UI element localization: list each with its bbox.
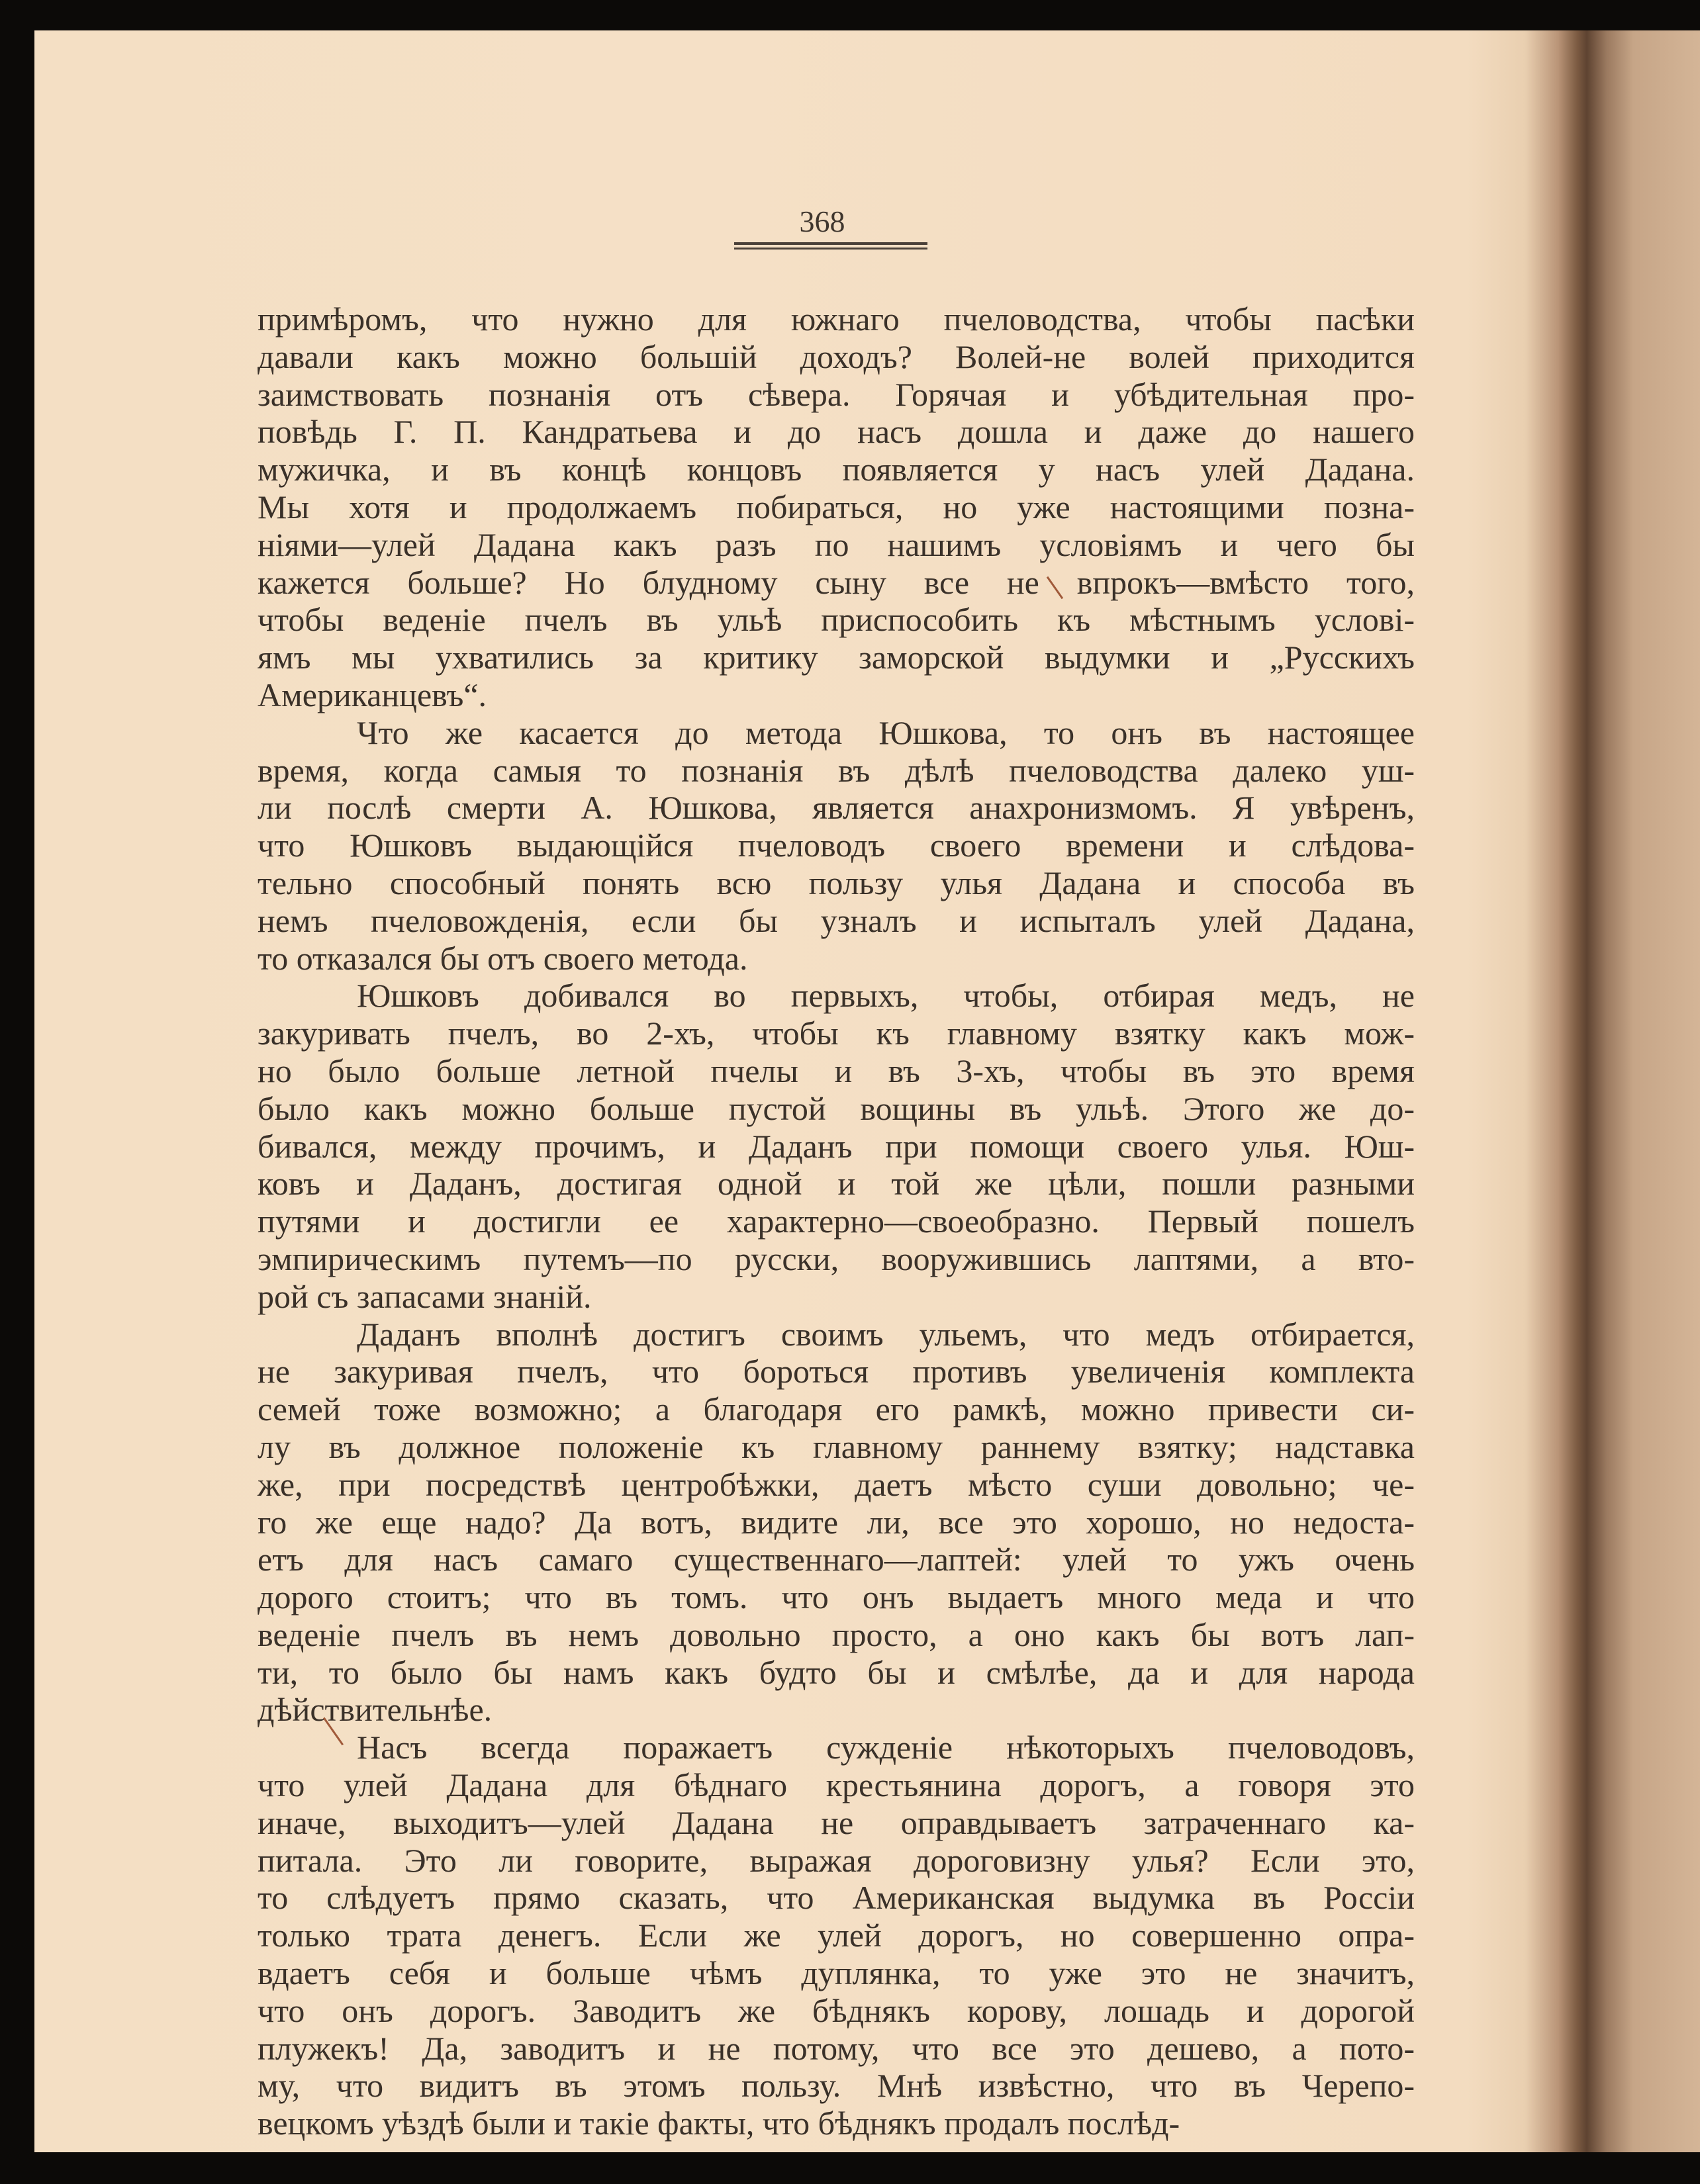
text-line: [258, 1428, 1415, 1466]
text-line: [258, 1390, 1415, 1428]
text-line-content: вдаетъ себя и больше чѣмъ дуплянка, то уже это не значитъ,: [258, 1954, 1415, 1992]
text-line-content: путями и достигли ее характерно—своеобразно. Первый пошелъ: [258, 1203, 1415, 1240]
text-line-content: не закуривая пчелъ, что бороться противъ увеличенія комплекта: [258, 1353, 1415, 1390]
text-line: [258, 1842, 1415, 1880]
text-line: [258, 789, 1415, 827]
text-line: [258, 1954, 1415, 1992]
text-line-content: го же еще надо? Да вотъ, видите ли, все это хорошо, но недоста-: [258, 1503, 1415, 1541]
paragraph: [258, 1316, 1415, 1729]
text-line: [258, 376, 1415, 414]
text-line: [258, 1240, 1415, 1278]
text-line-content: Что же касается до метода Юшкова, то онъ въ настоящее: [357, 713, 1415, 751]
text-line: [258, 1316, 1415, 1353]
text-line-content: ямъ мы ухватились за критику заморской выдумки и „Русскихъ: [258, 639, 1415, 676]
text-line: [258, 1691, 1415, 1729]
text-line-content: примѣромъ, что нужно для южнаго пчеловодства, чтобы пасѣки: [258, 300, 1415, 338]
text-line-content: иначе, выходитъ—улей Дадана не оправдываетъ затраченнаго ка-: [258, 1803, 1415, 1841]
page-number: 368: [799, 205, 845, 238]
text-line: [258, 1015, 1415, 1052]
text-line: [258, 300, 1415, 338]
text-line-content: бивался, между прочимъ, и Даданъ при помощи своего улья. Юш-: [258, 1127, 1415, 1165]
header-rule: [734, 242, 927, 245]
text-line-content: повѣдь Г. П. Кандратьева и до насъ дошла и даже до нашего: [258, 413, 1415, 451]
text-line-content: Даданъ вполнѣ достигъ своимъ ульемъ, что медъ отбирается,: [357, 1315, 1415, 1353]
text-line: [258, 902, 1415, 940]
text-line: [258, 1090, 1415, 1128]
text-line: [258, 1917, 1415, 1954]
text-line-content: было какъ можно больше пустой вощины въ ульѣ. Этого же до-: [258, 1089, 1415, 1127]
text-line-content: немъ пчеловожденія, если бы узналъ и испыталъ улей Дадана,: [258, 901, 1415, 939]
text-line: [258, 526, 1415, 564]
paragraph: [258, 300, 1415, 714]
text-line: [258, 1353, 1415, 1390]
text-line-content: же, при посредствѣ центробѣжки, даетъ мѣсто суши довольно; че-: [258, 1465, 1415, 1503]
text-line-content: му, что видитъ въ этомъ пользу. Мнѣ извѣстно, что въ Черепо-: [258, 2067, 1415, 2105]
text-line-content: Мы хотя и продолжаемъ побираться, но уже настоящими позна-: [258, 488, 1415, 525]
text-line: [258, 977, 1415, 1015]
text-line-content: то отказался бы отъ своего метода.: [258, 939, 748, 977]
text-line: [258, 1052, 1415, 1090]
text-line: [258, 601, 1415, 639]
text-line-content: питала. Это ли говорите, выражая дороговизну улья? Если это,: [258, 1841, 1415, 1879]
text-line: [258, 1203, 1415, 1240]
text-line-content: заимствовать познанія отъ сѣвера. Горячая и убѣдительная про-: [258, 375, 1415, 413]
text-line: [258, 1616, 1415, 1654]
text-line: [258, 2067, 1415, 2105]
text-line: [258, 1654, 1415, 1692]
text-line: [258, 1165, 1415, 1203]
text-line: [258, 1504, 1415, 1541]
text-line-content: вецкомъ уѣздѣ были и такіе факты, что бѣднякъ продалъ послѣд-: [258, 2105, 1180, 2142]
text-line-content: плужекъ! Да, заводитъ и не потому, что все это дешево, а пото-: [258, 2029, 1415, 2067]
text-line-content: мужичка, и въ концѣ концовъ появляется у насъ улей Дадана.: [258, 451, 1415, 488]
text-line: [258, 1128, 1415, 1165]
text-line-content: кажется больше? Но блудному сыну все не впрокъ—вмѣсто того,: [258, 563, 1415, 601]
text-line-content: дѣйствительнѣе.: [258, 1691, 493, 1729]
text-line-content: Юшковъ добивался во первыхъ, чтобы, отбирая медъ, не: [357, 977, 1415, 1015]
text-line: [258, 752, 1415, 790]
text-line: [258, 1278, 1415, 1316]
text-line-content: веденіе пчелъ въ немъ довольно просто, а оно какъ бы вотъ лап-: [258, 1615, 1415, 1653]
text-line: [258, 1541, 1415, 1578]
text-line-content: дорого стоитъ; что въ томъ. что онъ выдаетъ много меда и что: [258, 1578, 1415, 1616]
text-line: [258, 1992, 1415, 2030]
text-line-content: семей тоже возможно; а благодаря его рамкѣ, можно привести си-: [258, 1390, 1415, 1428]
text-line-content: ли послѣ смерти А. Юшкова, является анахронизмомъ. Я увѣренъ,: [258, 789, 1415, 827]
text-line-content: лу въ должное положеніе къ главному раннему взятку; надставка: [258, 1428, 1415, 1465]
text-line-content: ніями—улей Дадана какъ разъ по нашимъ условіямъ и чего бы: [258, 525, 1415, 563]
text-line: [258, 639, 1415, 676]
text-line: [258, 1578, 1415, 1616]
text-line: [258, 1466, 1415, 1504]
text-line-content: то слѣдуетъ прямо сказать, что Американская выдумка въ Россіи: [258, 1879, 1415, 1917]
text-line-content: время, когда самыя то познанія въ дѣлѣ пчеловодства далеко уш-: [258, 751, 1415, 789]
text-line: [258, 864, 1415, 902]
text-line-content: эмпирическимъ путемъ—по русски, вооружившись лаптями, а вто-: [258, 1240, 1415, 1277]
text-line: [258, 451, 1415, 488]
text-line-content: только трата денегъ. Если же улей дорогъ, но совершенно опра-: [258, 1917, 1415, 1954]
text-line: [258, 1766, 1415, 1804]
text-line-content: ти, то было бы намъ какъ будто бы и смѣлѣе, да и для народа: [258, 1653, 1415, 1691]
text-line-content: закуривать пчелъ, во 2-хъ, чтобы къ главному взятку какъ мож-: [258, 1015, 1415, 1052]
paragraph: [258, 977, 1415, 1315]
text-line: [258, 827, 1415, 864]
text-line-content: Американцевъ“.: [258, 676, 487, 713]
text-line-content: чтобы веденіе пчелъ въ ульѣ приспособить къ мѣстнымъ услові-: [258, 601, 1415, 639]
text-line-content: тельно способный понять всю пользу улья Дадана и способа въ: [258, 864, 1415, 901]
paragraph: [258, 714, 1415, 978]
text-line: [258, 413, 1415, 451]
paragraph: [258, 1729, 1415, 2142]
text-line-content: ковъ и Даданъ, достигая одной и той же цѣли, пошли разными: [258, 1165, 1415, 1203]
text-line-content: что онъ дорогъ. Заводитъ же бѣднякъ корову, лошадь и дорогой: [258, 1991, 1415, 2029]
text-line: [258, 1804, 1415, 1842]
text-line: [258, 714, 1415, 752]
text-line-content: Насъ всегда поражаетъ сужденіе нѣкоторыхъ пчеловодовъ,: [357, 1729, 1415, 1766]
text-line: [258, 1729, 1415, 1766]
body-text: [258, 300, 1415, 2142]
text-line: [258, 338, 1415, 376]
text-line-content: что улей Дадана для бѣднаго крестьянина дорогъ, а говоря это: [258, 1766, 1415, 1804]
text-line: [258, 2030, 1415, 2068]
header-rule: [734, 248, 927, 250]
text-line: [258, 940, 1415, 978]
text-line-content: давали какъ можно большій доходъ? Волей-не волей приходится: [258, 338, 1415, 375]
text-line: [258, 2105, 1415, 2142]
text-line-content: рой съ запасами знаній.: [258, 1277, 592, 1315]
text-line-content: что Юшковъ выдающійся пчеловодъ своего времени и слѣдова-: [258, 827, 1415, 864]
text-line-content: но было больше летной пчелы и въ 3-хъ, чтобы въ это время: [258, 1052, 1415, 1089]
book-page: [34, 30, 1700, 2152]
text-line: [258, 1879, 1415, 1917]
text-line: [258, 564, 1415, 602]
text-line-content: етъ для насъ самаго существеннаго—лаптей: улей то ужъ очень: [258, 1541, 1415, 1578]
text-line: [258, 676, 1415, 714]
text-line: [258, 488, 1415, 526]
